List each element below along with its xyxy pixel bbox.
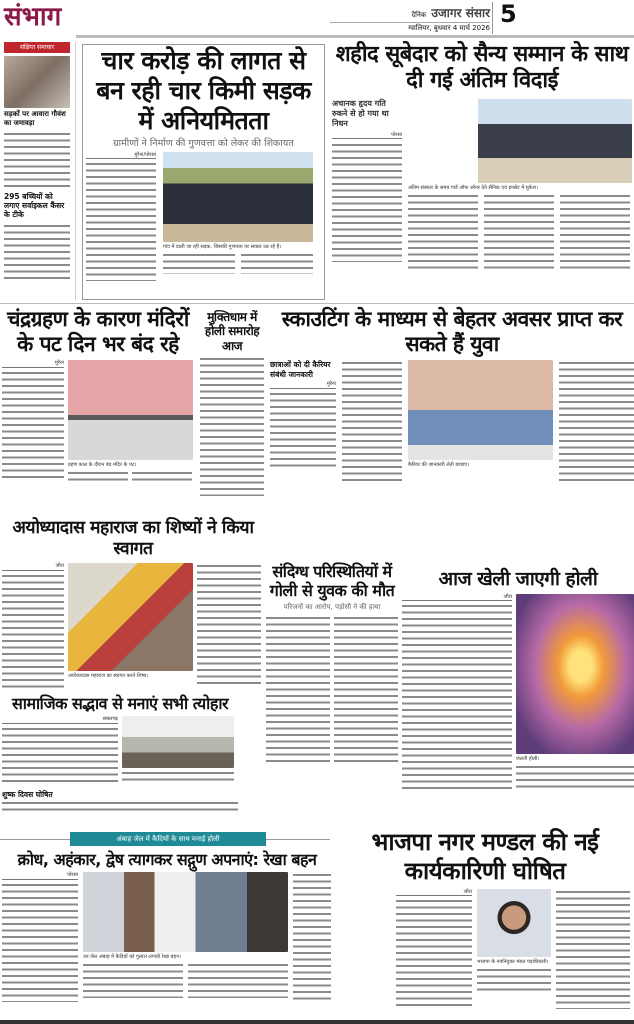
brief-label: संक्षिप्त समाचार xyxy=(4,42,70,53)
article-body xyxy=(2,726,118,786)
headline: स्काउटिंग के माध्यम से बेहतर अवसर प्राप्त कर सकते हैं युवा xyxy=(281,307,623,357)
headline: भाजपा नगर मण्डल की नई कार्यकारिणी घोषित xyxy=(371,828,599,885)
welcome-photo xyxy=(68,563,193,671)
article-body xyxy=(2,370,64,480)
article-body xyxy=(334,615,398,765)
section-title: संभाग xyxy=(4,2,62,32)
headline: शुष्क दिवस घोषित xyxy=(2,790,53,799)
article-body xyxy=(484,193,554,273)
story-dateline: मुरैना xyxy=(270,381,336,389)
article-body xyxy=(241,252,313,274)
header-rule xyxy=(76,35,634,38)
photo-caption: जलती होली। xyxy=(516,755,540,762)
photo-caption: उप जेल अंबाह में कैदियों को गुलाल लगाती रेखा बहन। xyxy=(83,954,181,961)
headline: मुक्तिधाम में होली समारोह आज xyxy=(204,310,260,353)
headline: चंद्रग्रहण के कारण मंदिरों के पट दिन भर बंद रहे xyxy=(7,307,189,357)
article-body xyxy=(2,573,64,688)
article-body xyxy=(86,161,156,281)
brief-photo xyxy=(4,56,70,108)
story-dateline: मुरैना/पोरसा xyxy=(86,152,156,160)
jail-photo xyxy=(83,872,288,952)
story-dateline: मुरैना xyxy=(2,360,64,368)
bjp-official-photo xyxy=(477,889,551,957)
article-body xyxy=(197,563,261,688)
article-body xyxy=(559,360,634,485)
photo-caption: ग्रहण काल के दौरान बंद मंदिर के पट। xyxy=(68,462,137,469)
story-dateline: पोरसा xyxy=(332,132,402,140)
article-body xyxy=(2,800,238,814)
masthead xyxy=(330,2,490,21)
story-dateline: जौरा xyxy=(396,889,472,897)
article-body xyxy=(200,356,264,496)
subhead: ग्रामीणों ने निर्माण की गुणवत्ता को लेकर की शिकायत xyxy=(113,138,294,149)
photo-caption: अयोध्यादास महाराज का स्वागत करते शिष्य। xyxy=(68,673,149,679)
school-photo xyxy=(408,360,553,460)
brief-body xyxy=(4,223,70,283)
photo-caption: अंतिम संस्कार के समय गार्ड ऑफ ऑनर देते सैनिक एवं इनसेट में मुकेश। xyxy=(408,184,538,191)
martyr-photo xyxy=(478,99,632,183)
article-body xyxy=(122,770,234,784)
article-body xyxy=(560,193,630,273)
headline: आज खेली जाएगी होली xyxy=(438,568,598,590)
brief-title: 295 बच्चियों को लगाए सर्वाइकल कैंसर के टीके xyxy=(4,191,65,220)
headline: शहीद सूबेदार को सैन्य सम्मान के साथ दी गई अंतिम विदाई xyxy=(335,42,629,94)
headline: चार करोड़ की लागत से बन रही चार किमी सड़क में अनियमितता xyxy=(96,46,311,135)
subhead: छात्राओं को दी कैरियर संबंधी जानकारी xyxy=(270,360,331,379)
article-body xyxy=(270,391,336,471)
paper-name: उजागर संसार xyxy=(431,6,490,20)
article-body xyxy=(396,898,472,1008)
article-body xyxy=(408,193,478,273)
article-body xyxy=(83,962,183,998)
temple-photo xyxy=(68,360,193,460)
article-body xyxy=(2,882,78,1002)
article-body xyxy=(477,967,551,991)
photo-caption: भाजपा के नवनियुक्त मंडल पदाधिकारी। xyxy=(477,958,549,965)
article-body xyxy=(188,962,288,998)
article-body xyxy=(332,142,402,262)
headline: संदिग्ध परिस्थितियों में गोली से युवक की मौत xyxy=(269,562,395,601)
photo-caption: गांव में डाली जा रही सड़क, जिसकी गुणवत्ता पर सवाल उठ रहे हैं। xyxy=(163,243,282,250)
headline: सामाजिक सद्भाव से मनाएं सभी त्योहार xyxy=(11,694,229,713)
article-body xyxy=(516,764,634,788)
dateline: ग्वालियर, बुधवार 4 मार्च 2026 xyxy=(330,22,490,32)
photo-caption: कैरियर की जानकारी लेती छात्राएं। xyxy=(408,462,469,469)
brief-body xyxy=(4,131,70,189)
divider xyxy=(492,2,493,34)
subhead: अचानक हृदय गति रुकने से हो गया था निधन xyxy=(332,98,389,128)
page-number: 5 xyxy=(500,0,517,28)
story-dateline: जौरा xyxy=(402,594,512,602)
road-photo xyxy=(163,152,313,242)
article-body xyxy=(132,470,192,484)
article-body xyxy=(163,252,235,274)
article-body xyxy=(68,470,128,484)
article-body xyxy=(556,889,630,1009)
section-ribbon: अंबाह जेल में कैदियों के साथ मनाई होली xyxy=(70,832,266,846)
article-body xyxy=(402,603,512,793)
headline: क्रोध, अहंकार, द्वेष त्यागकर सद्गुण अपनाएं: रेखा बहन xyxy=(17,850,317,869)
article-body xyxy=(266,615,330,765)
story-dateline: सबलगढ़ xyxy=(2,716,118,724)
paper-prefix: दैनिक xyxy=(411,11,427,19)
article-body xyxy=(293,872,331,1002)
holi-bonfire-photo xyxy=(516,594,634,754)
subhead: परिजनों का आरोप, पड़ोसी ने की हत्या xyxy=(283,603,381,612)
headline: अयोध्यादास महाराज का शिष्यों ने किया स्वागत xyxy=(12,518,254,559)
meeting-photo xyxy=(122,716,234,768)
story-dateline: पोरसा xyxy=(2,872,78,880)
brief-title: सड़कों पर आवारा गौवंश का जमावड़ा xyxy=(4,110,66,127)
story-dateline: जौरा xyxy=(2,563,64,571)
article-body xyxy=(342,360,402,485)
